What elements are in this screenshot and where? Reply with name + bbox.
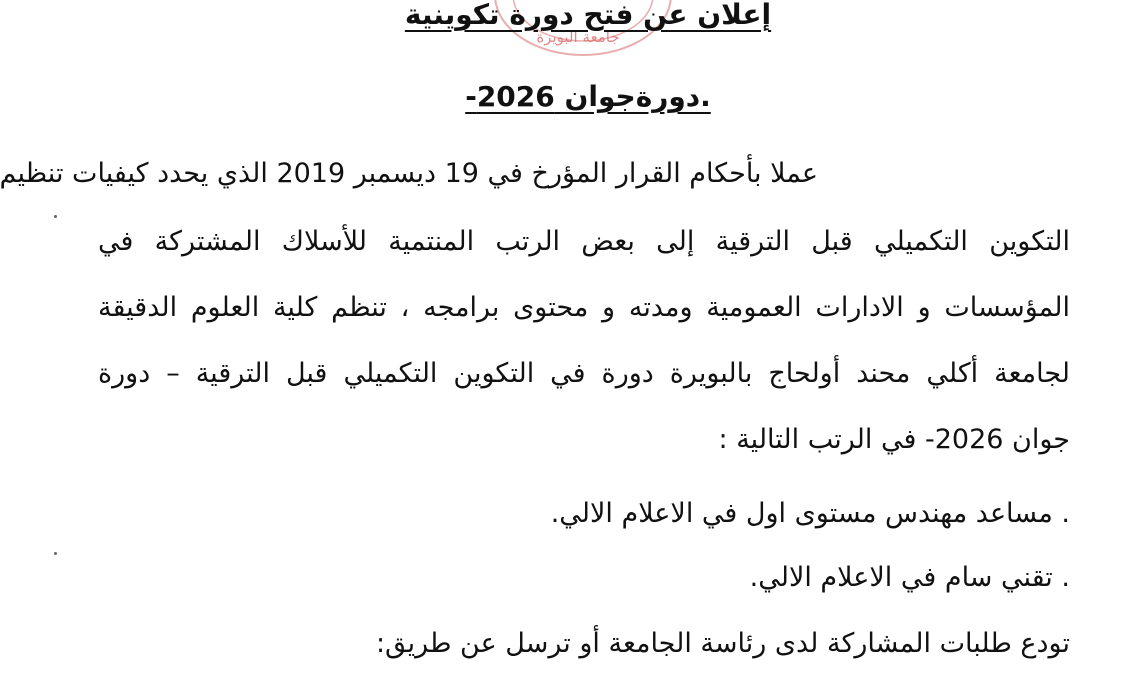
paragraph-line: جوان 2026- في الرتب التالية : bbox=[718, 424, 1070, 455]
scan-mark bbox=[54, 552, 57, 555]
scan-mark bbox=[54, 215, 57, 218]
paragraph-line: التكوين التكميلي قبل الترقية إلى بعض الرتب المنتمية للأسلاك المشتركة في bbox=[98, 226, 1070, 257]
document-title: إعلان عن فتح دورة تكوينية bbox=[404, 0, 772, 31]
paragraph-line: عملا بأحكام القرار المؤرخ في 19 ديسمبر 2019 الذي يحدد كيفيات تنظيم bbox=[0, 158, 818, 189]
grade-item: . مساعد مهندس مستوى اول في الاعلام الالي. bbox=[550, 498, 1070, 529]
session-title: .دورةجوان 2026- bbox=[465, 80, 711, 113]
submission-line: تودع طلبات المشاركة لدى رئاسة الجامعة أو ترسل عن طريق: bbox=[375, 628, 1070, 659]
paragraph-line: لجامعة أكلي محند أولحاج بالبويرة دورة في التكوين التكميلي قبل الترقية – دورة bbox=[98, 358, 1070, 389]
paragraph-line: المؤسسات و الادارات العمومية ومدته و محتوى برامجه ، تنظم كلية العلوم الدقيقة bbox=[98, 292, 1070, 323]
stamp-text: جامعة البويرة bbox=[536, 28, 620, 46]
grade-item: . تقني سام في الاعلام الالي. bbox=[749, 562, 1070, 593]
